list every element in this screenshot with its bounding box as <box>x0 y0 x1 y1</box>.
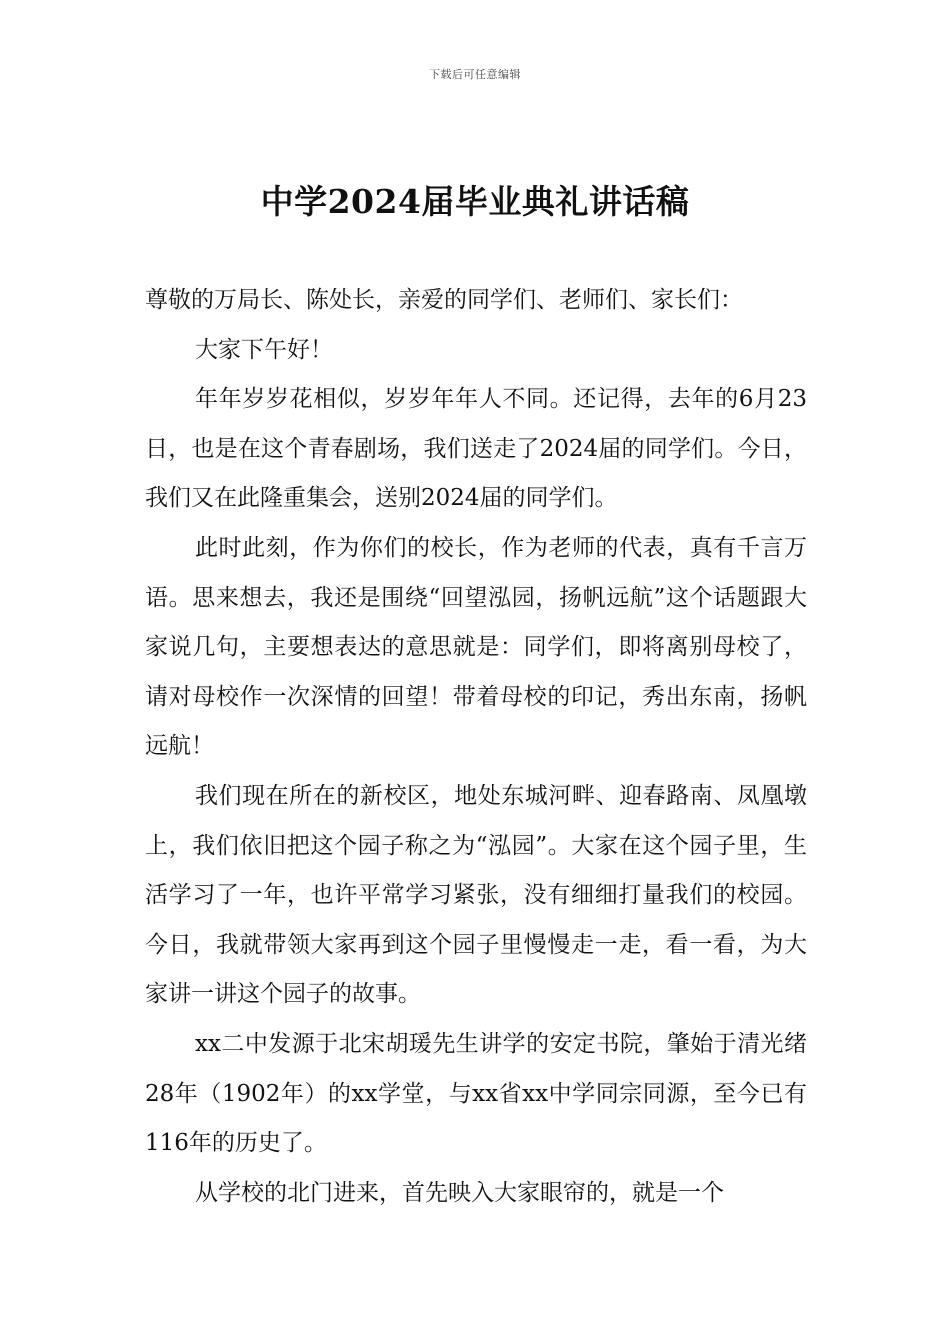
document-body <box>145 276 807 1218</box>
body-paragraph: 我们现在所在的新校区，地处东城河畔、迎春路南、凤凰墩上，我们依旧把这个园子称之为“泓园”。大家在这个园子里，生活学习了一年，也许平常学习紧张，没有细细打量我们的校园。今日，我就带领大家再到这个园子里慢慢走一走，看一看，为大家讲一讲这个园子的故事。 <box>145 782 807 1008</box>
greeting-paragraph: 大家下午好！ <box>195 336 333 363</box>
body-paragraph: 此时此刻，作为你们的校长，作为老师的代表，真有千言万语。思来想去，我还是围绕“回望泓园，扬帆远航”这个话题跟大家说几句，主要想表达的意思就是：同学们，即将离别母校了，请对母校作一次深情的回望！带着母校的印记，秀出东南，扬帆远航！ <box>145 534 807 760</box>
document-title: 中学2024届毕业典礼讲话稿 <box>260 182 690 221</box>
body-paragraph: xx二中发源于北宋胡瑗先生讲学的安定书院，肇始于清光绪28年（1902年）的xx学堂，与xx省xx中学同宗同源，至今已有116年的历史了。 <box>145 1030 807 1157</box>
body-paragraph: 从学校的北门进来，首先映入大家眼帘的，就是一个 <box>195 1179 724 1206</box>
header-note: 下载后可任意编辑 <box>429 68 521 81</box>
salutation-paragraph: 尊敬的万局长、陈处长，亲爱的同学们、老师们、家长们： <box>145 287 743 313</box>
body-paragraph: 年年岁岁花相似，岁岁年年人不同。还记得，去年的6月23日，也是在这个青春剧场，我们送走了2024届的同学们。今日，我们又在此隆重集会，送别2024届的同学们。 <box>145 386 807 512</box>
